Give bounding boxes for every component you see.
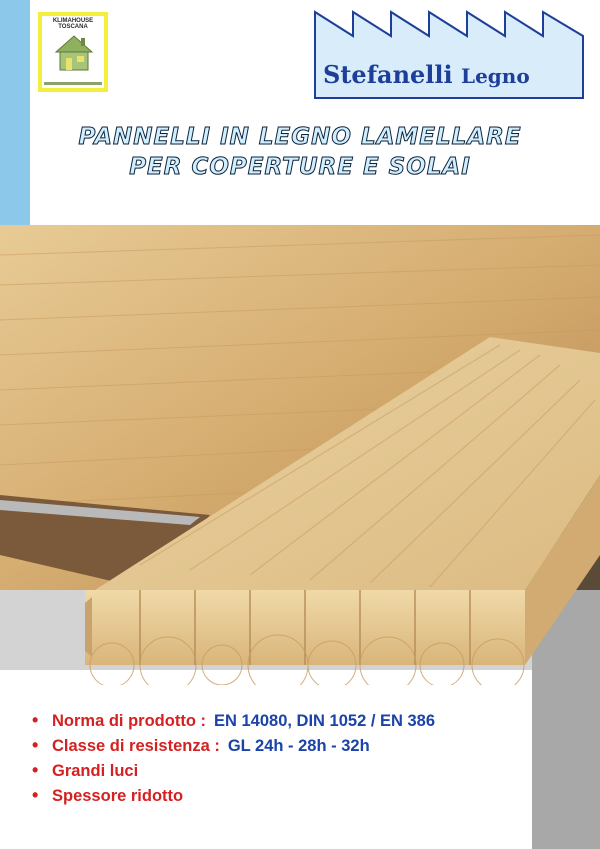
feature-value: GL 24h - 28h - 32h — [227, 737, 370, 755]
feature-label: Spessore ridotto — [52, 787, 184, 805]
list-item — [32, 758, 435, 783]
title-line-2: PER COPERTURE E SOLAI — [129, 154, 471, 180]
brand-name — [323, 60, 530, 89]
feature-list — [32, 708, 435, 808]
feature-label: Classe di resistenza : — [52, 737, 220, 755]
page-title — [0, 122, 600, 182]
klimahouse-logo — [38, 12, 108, 92]
bullet-icon: • — [32, 735, 39, 755]
klimahouse-logo-strip — [44, 82, 102, 85]
feature-value: EN 14080, DIN 1052 / EN 386 — [213, 712, 436, 730]
klimahouse-logo-title: KLIMAHOUSE TOSCANA — [52, 18, 94, 30]
bullet-icon: • — [32, 785, 39, 805]
glulam-panel-photo — [0, 225, 600, 685]
left-decor-band — [0, 0, 30, 225]
feature-label: Norma di prodotto : — [52, 712, 206, 730]
stefanelli-legno-logo — [313, 10, 585, 100]
list-item — [32, 733, 435, 758]
title-line-1: PANNELLI IN LEGNO LAMELLARE — [78, 124, 522, 150]
house-icon — [52, 30, 96, 74]
list-item — [32, 708, 435, 733]
feature-label: Grandi luci — [52, 762, 139, 780]
brand-name-first: Stefanelli — [323, 60, 453, 89]
bullet-icon: • — [32, 710, 39, 730]
brand-name-second: Legno — [461, 64, 530, 88]
list-item — [32, 783, 435, 808]
bullet-icon: • — [32, 760, 39, 780]
